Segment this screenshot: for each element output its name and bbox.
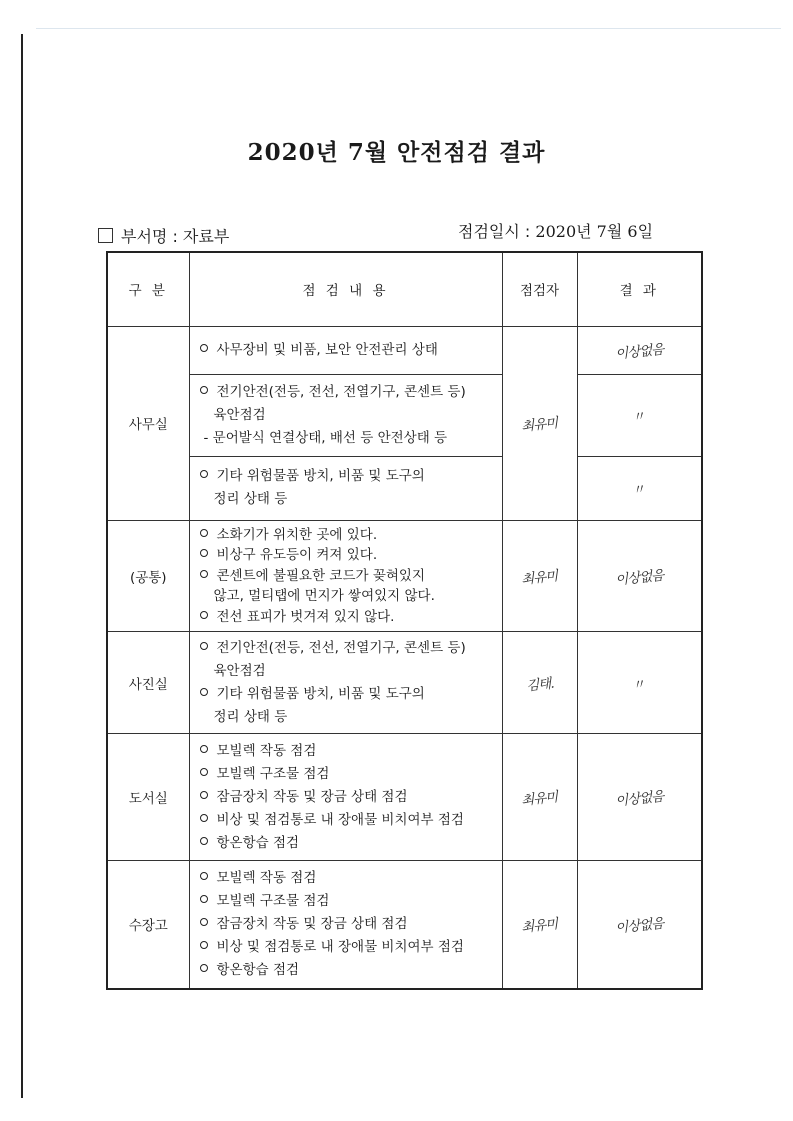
table-row (107, 374, 702, 456)
check-item: 잠금장치 작동 및 장금 상태 점검 (216, 788, 408, 805)
result-ditto: 〃 (577, 632, 702, 734)
bullet-circle-icon (200, 918, 208, 926)
department-label (98, 224, 229, 247)
check-item: 정리 상태 등 (213, 491, 288, 507)
checkbox-square-icon (98, 228, 113, 243)
inspection-date (458, 219, 653, 242)
check-item: 모빌렉 구조물 점검 (216, 892, 330, 909)
bullet-circle-icon (200, 964, 208, 972)
category-library: 도서실 (107, 734, 189, 861)
category-office: 사무실 (107, 326, 189, 520)
result-signature: 이상없음 (577, 734, 702, 861)
left-margin-rule (21, 34, 23, 1098)
inspection-date-label: 점검일시 : (458, 222, 531, 241)
check-item: 비상 및 점검통로 내 장애물 비치여부 점검 (216, 811, 464, 828)
table-row (107, 632, 702, 734)
inspector-signature: 최유미 (502, 734, 577, 861)
result-signature: 이상없음 (577, 861, 702, 989)
table-row (107, 456, 702, 520)
check-item: 모빌렉 구조물 점검 (216, 765, 330, 782)
inspection-table (106, 251, 703, 990)
bullet-circle-icon (200, 768, 208, 776)
check-item: 항온항습 점검 (216, 834, 300, 851)
bullet-circle-icon (200, 611, 208, 619)
check-item: 전선 표피가 벗겨져 있지 않다. (216, 608, 395, 625)
header-result: 결 과 (577, 252, 702, 326)
inspector-signature: 김태. (502, 632, 577, 734)
bullet-circle-icon (200, 642, 208, 650)
check-item: 육안점검 (213, 662, 266, 679)
bullet-circle-icon (200, 895, 208, 903)
check-item: 전기안전(전등, 전선, 전열기구, 콘센트 등) (216, 383, 466, 400)
header-inspector: 점검자 (502, 252, 577, 326)
check-item: 잠금장치 작동 및 장금 상태 점검 (216, 915, 408, 932)
bullet-circle-icon (200, 837, 208, 845)
category-storage: 수장고 (107, 861, 189, 989)
bullet-circle-icon (200, 791, 208, 799)
bullet-circle-icon (200, 386, 208, 394)
check-items (189, 520, 502, 632)
scan-top-line (36, 28, 781, 29)
bullet-circle-icon (200, 344, 208, 352)
bullet-circle-icon (200, 688, 208, 696)
check-item: 정리 상태 등 (213, 708, 288, 725)
bullet-circle-icon (200, 529, 208, 537)
department-text: 부서명 : 자료부 (121, 227, 230, 246)
inspector-signature: 최유미 (502, 326, 577, 520)
table-row (107, 861, 702, 989)
category-photo-room: 사진실 (107, 632, 189, 734)
check-item: 소화기가 위치한 곳에 있다. (216, 526, 378, 543)
document-title: 2020년 7월 안전점검 결과 (247, 139, 546, 166)
check-item: 육안점검 (213, 406, 266, 423)
check-item: 모빌렉 작동 점검 (216, 869, 317, 886)
inspector-signature: 최유미 (502, 861, 577, 989)
bullet-circle-icon (200, 470, 208, 478)
check-items (189, 326, 502, 374)
check-item: 사무장비 및 비품, 보안 안전관리 상태 (216, 341, 438, 358)
check-item: 않고, 멀티탭에 먼지가 쌓여있지 않다. (213, 588, 435, 604)
check-items (189, 734, 502, 861)
header-category: 구 분 (107, 252, 189, 326)
bullet-circle-icon (200, 814, 208, 822)
check-items (189, 456, 502, 520)
table-row (107, 520, 702, 632)
result-ditto: 〃 (577, 374, 702, 456)
check-item: 비상 및 점검통로 내 장애물 비치여부 점검 (216, 938, 464, 955)
bullet-circle-icon (200, 549, 208, 557)
check-items (189, 632, 502, 734)
check-items (189, 861, 502, 989)
result-ditto: 〃 (577, 456, 702, 520)
result-signature: 이상없음 (577, 326, 702, 374)
bullet-circle-icon (200, 872, 208, 880)
bullet-circle-icon (200, 745, 208, 753)
header-content: 점 검 내 용 (189, 252, 502, 326)
check-item: - 문어발식 연결상태, 배선 등 안전상태 등 (203, 429, 448, 446)
table-row (107, 734, 702, 861)
check-item: 기타 위험물품 방치, 비품 및 도구의 (216, 468, 425, 484)
check-item: 콘센트에 불필요한 코드가 꽂혀있지 (216, 567, 425, 584)
check-items (189, 374, 502, 456)
bullet-circle-icon (200, 941, 208, 949)
inspection-date-value: 2020년 7월 6일 (535, 222, 654, 241)
check-item: 전기안전(전등, 전선, 전열기구, 콘센트 등) (216, 639, 466, 656)
category-common: (공통) (107, 520, 189, 632)
inspector-signature: 최유미 (502, 520, 577, 632)
table-header-row (107, 252, 702, 326)
check-item: 비상구 유도등이 켜져 있다. (216, 547, 378, 563)
check-item: 모빌렉 작동 점검 (216, 742, 317, 759)
table-row (107, 326, 702, 374)
bullet-circle-icon (200, 570, 208, 578)
result-signature: 이상없음 (577, 520, 702, 632)
check-item: 항온항습 점검 (216, 961, 300, 978)
check-item: 기타 위험물품 방치, 비품 및 도구의 (216, 685, 425, 702)
